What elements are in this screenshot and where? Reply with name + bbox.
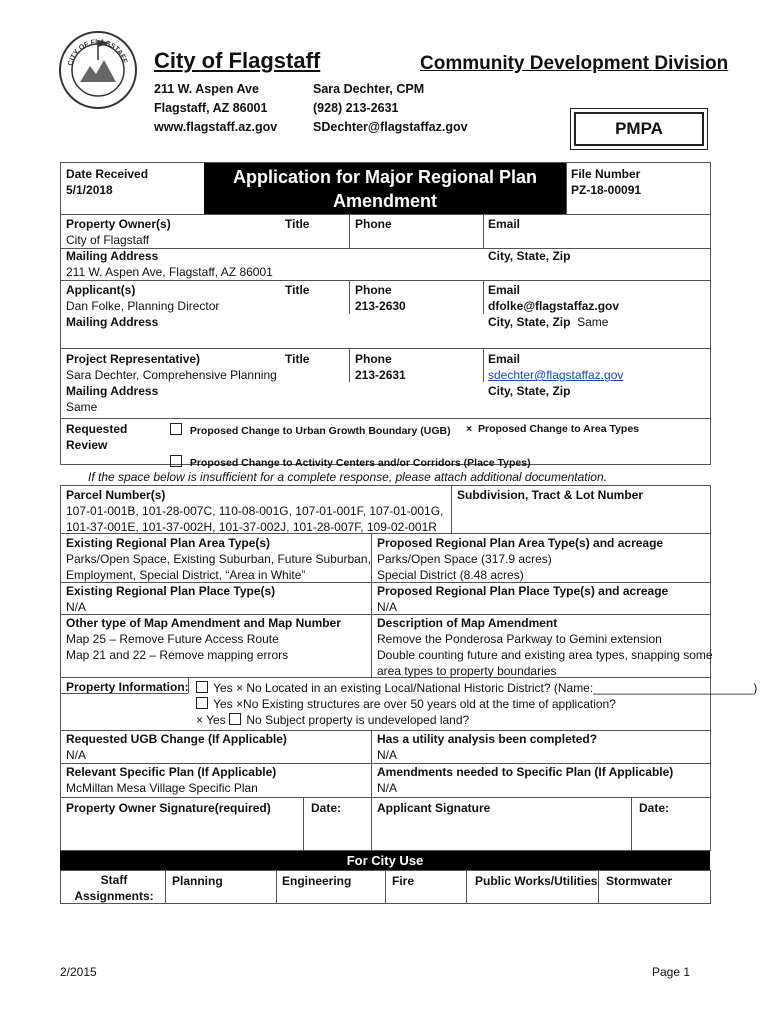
city-address: 211 W. Aspen Ave Flagstaff, AZ 86001 www.flagstaff.az.gov: [154, 80, 277, 137]
city-use-header: For City Use: [60, 851, 710, 871]
footer-page: Page 1: [652, 965, 691, 979]
ugb-checkbox[interactable]: [170, 423, 182, 435]
assignment-stormwater[interactable]: Stormwater: [606, 874, 673, 888]
rep-mailing-value[interactable]: Same: [66, 400, 98, 414]
file-number-label: File Number: [571, 167, 641, 181]
description-label: Description of Map Amendment: [377, 616, 558, 630]
existing-area-label: Existing Regional Plan Area Type(s): [66, 536, 271, 550]
existing-place-value[interactable]: N/A: [66, 600, 87, 614]
utility-label: Has a utility analysis been completed?: [377, 732, 598, 746]
proposed-place-label: Proposed Regional Plan Place Type(s) and acreage: [377, 584, 669, 598]
applicant-value[interactable]: Dan Folke, Planning Director: [66, 299, 220, 313]
city-title: City of Flagstaff: [154, 48, 321, 73]
applicant-mailing-label: Mailing Address: [66, 315, 159, 329]
review-option-area[interactable]: × Proposed Change to Area Types: [466, 423, 640, 435]
assignment-planning[interactable]: Planning: [172, 874, 223, 888]
rep-phone-value[interactable]: 213-2631: [355, 368, 406, 382]
assignment-fire[interactable]: Fire: [392, 874, 415, 888]
proposed-place-value[interactable]: N/A: [377, 600, 398, 614]
pmpa-badge: PMPA: [570, 108, 708, 150]
activity-checkbox[interactable]: [170, 455, 182, 467]
owner-date-label: Date:: [311, 801, 342, 815]
proposed-area-value[interactable]: Parks/Open Space (317.9 acres) Special District (8.48 acres): [377, 552, 552, 582]
owner-signature-label: Property Owner Signature(required): [66, 801, 271, 815]
ugb-change-value[interactable]: N/A: [66, 748, 87, 762]
applicant-csz-value[interactable]: Same: [577, 315, 609, 329]
applicant-csz: City, State, Zip Same: [488, 315, 609, 329]
other-map-label: Other type of Map Amendment and Map Number: [66, 616, 341, 630]
other-map-value[interactable]: Map 25 – Remove Future Access Route Map 21 and 22 – Remove mapping errors: [66, 632, 289, 662]
rep-title-label: Title: [285, 352, 310, 366]
specific-plan-label: Relevant Specific Plan (If Applicable): [66, 765, 277, 779]
review-option-activity[interactable]: Proposed Change to Activity Centers and/or Corridors (Place Types): [170, 455, 531, 469]
applicant-email-value[interactable]: dfolke@flagstaffaz.gov: [488, 299, 620, 313]
date-received-label: Date Received: [66, 167, 149, 181]
owner-title-label: Title: [285, 217, 310, 231]
area-checkbox-mark[interactable]: ×: [466, 423, 473, 435]
applicant-signature-field[interactable]: [374, 816, 630, 848]
contact-block: Sara Dechter, CPM (928) 213-2631 SDechter@flagstaffaz.gov: [313, 80, 468, 137]
applicant-phone-value[interactable]: 213-2630: [355, 299, 406, 313]
insufficient-note: If the space below is insufficient for a complete response, please attach additional documentation.: [88, 470, 607, 484]
footer-date: 2/2015: [60, 965, 97, 979]
existing-area-value[interactable]: Parks/Open Space, Existing Suburban, Future Suburban, Employment, Special District, “Area in White”: [66, 552, 371, 582]
applicant-title-label: Title: [285, 283, 310, 297]
city-website-link[interactable]: www.flagstaff.az.gov: [154, 120, 278, 134]
owner-value[interactable]: City of Flagstaff: [66, 233, 150, 247]
applicant-email-label: Email: [488, 283, 521, 297]
property-q2[interactable]: Yes ×No Existing structures are over 50 years old at the time of application?: [196, 696, 616, 712]
form-title: Application for Major Regional Plan Amendment: [204, 163, 566, 215]
q2-checkbox[interactable]: [196, 697, 208, 709]
rep-csz-label: City, State, Zip: [488, 384, 571, 398]
staff-assignments-label: Staff Assignments:: [74, 873, 154, 903]
property-q1[interactable]: Yes × No Located in an existing Local/National Historic District? (Name:________________________): [196, 680, 757, 696]
ugb-change-label: Requested UGB Change (If Applicable): [66, 732, 287, 746]
amend-specific-label: Amendments needed to Specific Plan (If Applicable): [377, 765, 674, 779]
existing-place-label: Existing Regional Plan Place Type(s): [66, 584, 276, 598]
division-title: Community Development Division: [420, 53, 729, 74]
assignment-public-works[interactable]: Public Works/Utilities: [475, 874, 598, 888]
property-q3[interactable]: × Yes No Subject property is undeveloped land?: [196, 713, 470, 727]
owner-mailing-label: Mailing Address: [66, 249, 159, 263]
applicant-signature-label: Applicant Signature: [377, 801, 491, 815]
rep-email-label: Email: [488, 352, 521, 366]
contact-email-link[interactable]: SDechter@flagstaffaz.gov: [313, 120, 468, 134]
owner-csz-label: City, State, Zip: [488, 249, 571, 263]
specific-plan-value[interactable]: McMillan Mesa Village Specific Plan: [66, 781, 258, 795]
file-number-value: PZ-18-00091: [571, 183, 642, 197]
owner-mailing-value[interactable]: 211 W. Aspen Ave, Flagstaff, AZ 86001: [66, 265, 273, 279]
owner-phone-label: Phone: [355, 217, 392, 231]
parcel-value[interactable]: 107-01-001B, 101-28-007C, 110-08-001G, 107-01-001F, 107-01-001G, 101-37-001E, 101-37-002H, 101-37-002J, 101-28-007F, 109-02-001R: [66, 504, 444, 534]
applicant-label: Applicant(s): [66, 283, 136, 297]
owner-email-label: Email: [488, 217, 521, 231]
assignment-engineering[interactable]: Engineering: [282, 874, 352, 888]
rep-phone-label: Phone: [355, 352, 392, 366]
rep-mailing-label: Mailing Address: [66, 384, 159, 398]
applicant-date-label: Date:: [639, 801, 670, 815]
subdivision-label: Subdivision, Tract & Lot Number: [457, 488, 644, 502]
description-value[interactable]: Remove the Ponderosa Parkway to Gemini extension Double counting future and existing area types, snapping some area types to property boundaries: [377, 632, 713, 678]
property-info-label: Property Information:: [66, 680, 189, 694]
date-received-value: 5/1/2018: [66, 183, 113, 197]
city-seal-logo: [58, 30, 138, 110]
review-label: Requested Review: [66, 422, 128, 452]
q3-checkbox[interactable]: [229, 713, 241, 725]
amend-specific-value[interactable]: N/A: [377, 781, 398, 795]
proposed-area-label: Proposed Regional Plan Area Type(s) and acreage: [377, 536, 664, 550]
rep-label: Project Representative): [66, 352, 201, 366]
q1-checkbox[interactable]: [196, 681, 208, 693]
owner-label: Property Owner(s): [66, 217, 171, 231]
review-option-ugb[interactable]: Proposed Change to Urban Growth Boundary (UGB): [170, 423, 451, 437]
utility-value[interactable]: N/A: [377, 748, 398, 762]
rep-email-link[interactable]: sdechter@flagstaffaz.gov: [488, 368, 624, 382]
owner-signature-field[interactable]: [62, 816, 302, 848]
parcel-label: Parcel Number(s): [66, 488, 166, 502]
applicant-phone-label: Phone: [355, 283, 392, 297]
svg-text:CITY OF FLAGSTAFF: CITY OF FLAGSTAFF: [67, 38, 129, 67]
rep-value[interactable]: Sara Dechter, Comprehensive Planning: [66, 368, 277, 382]
